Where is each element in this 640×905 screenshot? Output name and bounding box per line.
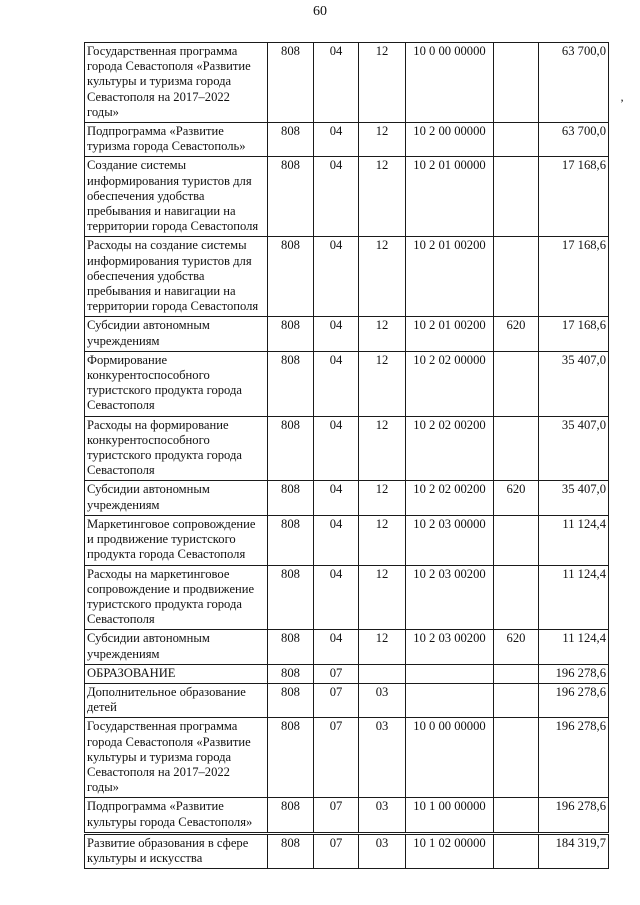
row-subsection-code: 12 [359,237,406,317]
table-row [85,630,609,664]
row-amount: 11 124,4 [539,630,609,664]
row-amount: 35 407,0 [539,351,609,416]
row-subsection-code: 03 [359,683,406,717]
table-row [85,237,609,317]
row-amount: 35 407,0 [539,416,609,481]
row-section-code: 07 [314,834,359,868]
row-grbs-code: 808 [268,123,314,157]
row-grbs-code: 808 [268,683,314,717]
row-target-article: 10 2 03 00000 [406,515,494,565]
row-expense-type [494,515,539,565]
row-target-article [406,664,494,683]
table-row [85,798,609,832]
row-grbs-code: 808 [268,834,314,868]
row-subsection-code: 03 [359,798,406,832]
row-name: Субсидии автономным учреждениям [85,630,268,664]
row-subsection-code: 12 [359,123,406,157]
row-target-article: 10 1 00 00000 [406,798,494,832]
row-expense-type [494,351,539,416]
row-section-code: 04 [314,565,359,630]
row-grbs-code: 808 [268,630,314,664]
row-grbs-code: 808 [268,565,314,630]
row-expense-type [494,123,539,157]
table-row [85,123,609,157]
row-expense-type: 620 [494,630,539,664]
row-expense-type [494,683,539,717]
row-subsection-code: 12 [359,515,406,565]
row-section-code: 04 [314,515,359,565]
table-row [85,515,609,565]
row-name: Создание системы информирования туристов для обеспечения удобства пребывания и навигации на территории города Севастополя [85,157,268,237]
row-target-article: 10 2 02 00200 [406,416,494,481]
row-name: Маркетинговое сопровождение и продвижение туристского продукта города Севастополя [85,515,268,565]
row-amount: 11 124,4 [539,565,609,630]
row-name: ОБРАЗОВАНИЕ [85,664,268,683]
row-amount: 17 168,6 [539,157,609,237]
row-section-code: 04 [314,317,359,351]
table-row [85,565,609,630]
row-target-article: 10 2 02 00000 [406,351,494,416]
row-name: Расходы на формирование конкурентоспособного туристского продукта города Севастополя [85,416,268,481]
row-name: Формирование конкурентоспособного туристского продукта города Севастополя [85,351,268,416]
row-target-article: 10 2 03 00200 [406,630,494,664]
row-name: Подпрограмма «Развитие туризма города Севастополь» [85,123,268,157]
row-target-article: 10 2 00 00000 [406,123,494,157]
row-section-code: 04 [314,43,359,123]
row-section-code: 04 [314,630,359,664]
row-subsection-code: 12 [359,481,406,515]
row-amount: 63 700,0 [539,43,609,123]
row-grbs-code: 808 [268,317,314,351]
row-amount: 196 278,6 [539,683,609,717]
row-grbs-code: 808 [268,515,314,565]
row-amount: 17 168,6 [539,237,609,317]
row-section-code: 07 [314,718,359,798]
row-expense-type: 620 [494,481,539,515]
row-expense-type [494,798,539,832]
row-expense-type [494,157,539,237]
row-grbs-code: 808 [268,351,314,416]
row-name: Расходы на создание системы информирования туристов для обеспечения удобства пребывания и навигации на территории города Севастополя [85,237,268,317]
row-target-article: 10 2 01 00200 [406,237,494,317]
row-name: Развитие образования в сфере культуры и искусства [85,834,268,868]
table-row [85,834,609,868]
row-amount: 63 700,0 [539,123,609,157]
row-subsection-code: 12 [359,157,406,237]
table-row [85,416,609,481]
table-row [85,43,609,123]
row-name: Субсидии автономным учреждениям [85,317,268,351]
table-row [85,481,609,515]
row-section-code: 04 [314,157,359,237]
row-section-code: 07 [314,664,359,683]
row-subsection-code: 12 [359,351,406,416]
row-subsection-code: 12 [359,416,406,481]
row-subsection-code: 12 [359,565,406,630]
row-expense-type [494,43,539,123]
row-expense-type [494,664,539,683]
row-section-code: 07 [314,798,359,832]
row-amount: 196 278,6 [539,798,609,832]
row-subsection-code: 12 [359,317,406,351]
row-grbs-code: 808 [268,664,314,683]
row-section-code: 04 [314,237,359,317]
row-grbs-code: 808 [268,481,314,515]
row-amount: 17 168,6 [539,317,609,351]
row-target-article: 10 2 01 00200 [406,317,494,351]
row-subsection-code: 03 [359,834,406,868]
table-row [85,157,609,237]
row-section-code: 04 [314,351,359,416]
row-grbs-code: 808 [268,798,314,832]
row-subsection-code: 03 [359,718,406,798]
table-row [85,683,609,717]
row-expense-type [494,718,539,798]
table-row [85,351,609,416]
row-amount: 196 278,6 [539,718,609,798]
row-subsection-code: 12 [359,630,406,664]
table-row [85,317,609,351]
row-grbs-code: 808 [268,718,314,798]
row-section-code: 04 [314,123,359,157]
row-target-article: 10 0 00 00000 [406,43,494,123]
row-name: Дополнительное образование детей [85,683,268,717]
row-name: Государственная программа города Севастополя «Развитие культуры и туризма города Севастополя на 2017–2022 годы» [85,43,268,123]
row-grbs-code: 808 [268,43,314,123]
margin-mark: ’ [620,96,624,110]
row-expense-type [494,834,539,868]
row-grbs-code: 808 [268,157,314,237]
row-amount: 11 124,4 [539,515,609,565]
budget-table [84,42,609,869]
table-row [85,664,609,683]
row-target-article: 10 2 02 00200 [406,481,494,515]
row-target-article: 10 2 03 00200 [406,565,494,630]
row-subsection-code [359,664,406,683]
row-name: Расходы на маркетинговое сопровождение и продвижение туристского продукта города Севастополя [85,565,268,630]
row-amount: 196 278,6 [539,664,609,683]
row-target-article [406,683,494,717]
row-expense-type [494,416,539,481]
row-name: Субсидии автономным учреждениям [85,481,268,515]
row-section-code: 04 [314,416,359,481]
row-expense-type [494,237,539,317]
row-target-article: 10 2 01 00000 [406,157,494,237]
row-name: Государственная программа города Севастополя «Развитие культуры и туризма города Севастополя на 2017–2022 годы» [85,718,268,798]
row-subsection-code: 12 [359,43,406,123]
row-section-code: 07 [314,683,359,717]
row-grbs-code: 808 [268,416,314,481]
row-amount: 35 407,0 [539,481,609,515]
row-amount: 184 319,7 [539,834,609,868]
row-expense-type [494,565,539,630]
row-grbs-code: 808 [268,237,314,317]
row-section-code: 04 [314,481,359,515]
row-target-article: 10 1 02 00000 [406,834,494,868]
page-number: 60 [313,4,327,19]
row-expense-type: 620 [494,317,539,351]
row-name: Подпрограмма «Развитие культуры города Севастополя» [85,798,268,832]
row-target-article: 10 0 00 00000 [406,718,494,798]
table-row [85,718,609,798]
